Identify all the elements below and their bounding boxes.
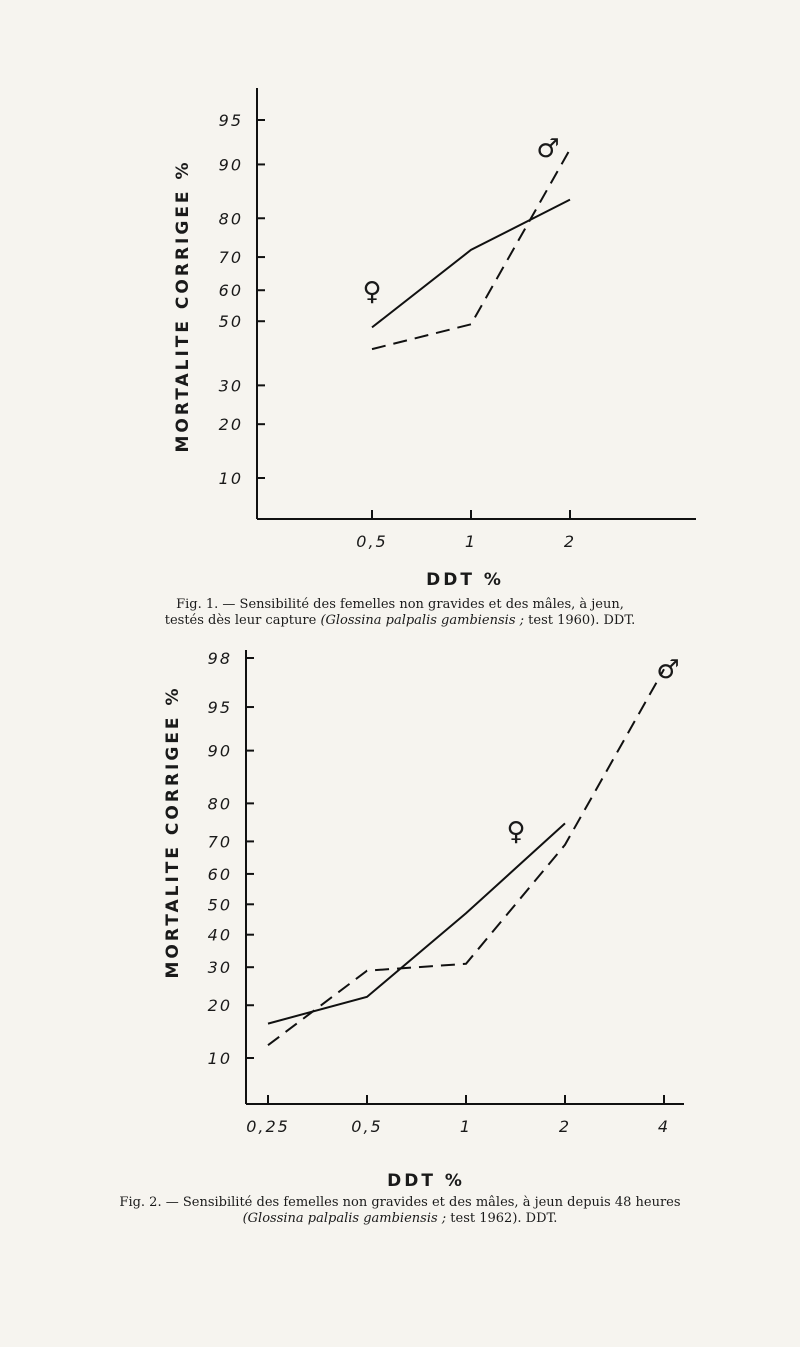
y-axis-title: MORTALITE CORRIGEE % [163,685,183,979]
x-tick-label: 2 [558,1117,572,1136]
y-tick-label: 95 [218,111,243,130]
y-tick-label: 30 [207,958,232,978]
caption-text: test 1962). DDT. [446,1211,558,1226]
y-axis-title: MORTALITE CORRIGEE % [173,159,193,453]
series-label-female: ♀ [362,277,382,307]
y-tick-label: 70 [207,832,232,852]
x-tick-label: 1 [464,532,478,551]
series-label-male: ♂ [656,655,680,685]
y-tick-label: 50 [218,312,243,332]
y-tick-label: 95 [207,698,232,718]
y-tick-label: 20 [218,415,243,435]
y-tick-label: 70 [218,248,243,268]
figure-2-chart [0,640,800,1195]
caption-text: test 1960). DDT. [524,613,636,628]
series-line-male [268,669,664,1045]
y-tick-label: 10 [218,469,243,488]
y-tick-label: 40 [207,925,232,945]
y-tick-label: 20 [207,996,232,1016]
y-tick-label: 80 [218,209,243,229]
y-tick-label: 10 [207,1049,232,1068]
y-tick-label: 30 [218,376,243,396]
x-tick-label: 2 [563,532,577,551]
figure-1-caption-line-2 [0,613,800,629]
x-tick-label: 4 [657,1117,671,1136]
figure-2-caption-line-2 [0,1211,800,1227]
y-tick-label: 80 [207,794,232,814]
series-line-female [372,200,570,328]
x-axis-title: DDT % [387,1171,465,1191]
caption-species: (Glossina palpalis gambiensis ; [242,1211,447,1226]
figure-1-chart [0,0,800,600]
y-tick-label: 90 [218,155,243,175]
x-tick-label: 0,25 [246,1117,290,1136]
y-tick-label: 60 [218,281,243,301]
x-tick-label: 1 [459,1117,473,1136]
figure-2-caption-line-1: Fig. 2. — Sensibilité des femelles non gravides et des mâles, à jeun depuis 48 heures [119,1195,681,1210]
caption-species: (Glossina palpalis gambiensis ; [320,613,525,628]
figure-1-caption [0,597,800,629]
x-tick-label: 0,5 [351,1117,383,1136]
x-tick-label: 0,5 [356,532,388,551]
series-label-male: ♂ [536,134,560,164]
figure-2-caption [0,1195,800,1227]
caption-text: testés dès leur capture [164,613,321,628]
series-label-female: ♀ [506,817,526,847]
figure-1-caption-line-1: Fig. 1. — Sensibilité des femelles non gravides et des mâles, à jeun, [176,597,624,612]
y-tick-label: 98 [207,649,232,668]
y-tick-label: 90 [207,741,232,761]
x-axis-title: DDT % [426,570,504,590]
y-tick-label: 60 [207,864,232,884]
y-tick-label: 50 [207,895,232,915]
series-line-female [268,823,565,1023]
